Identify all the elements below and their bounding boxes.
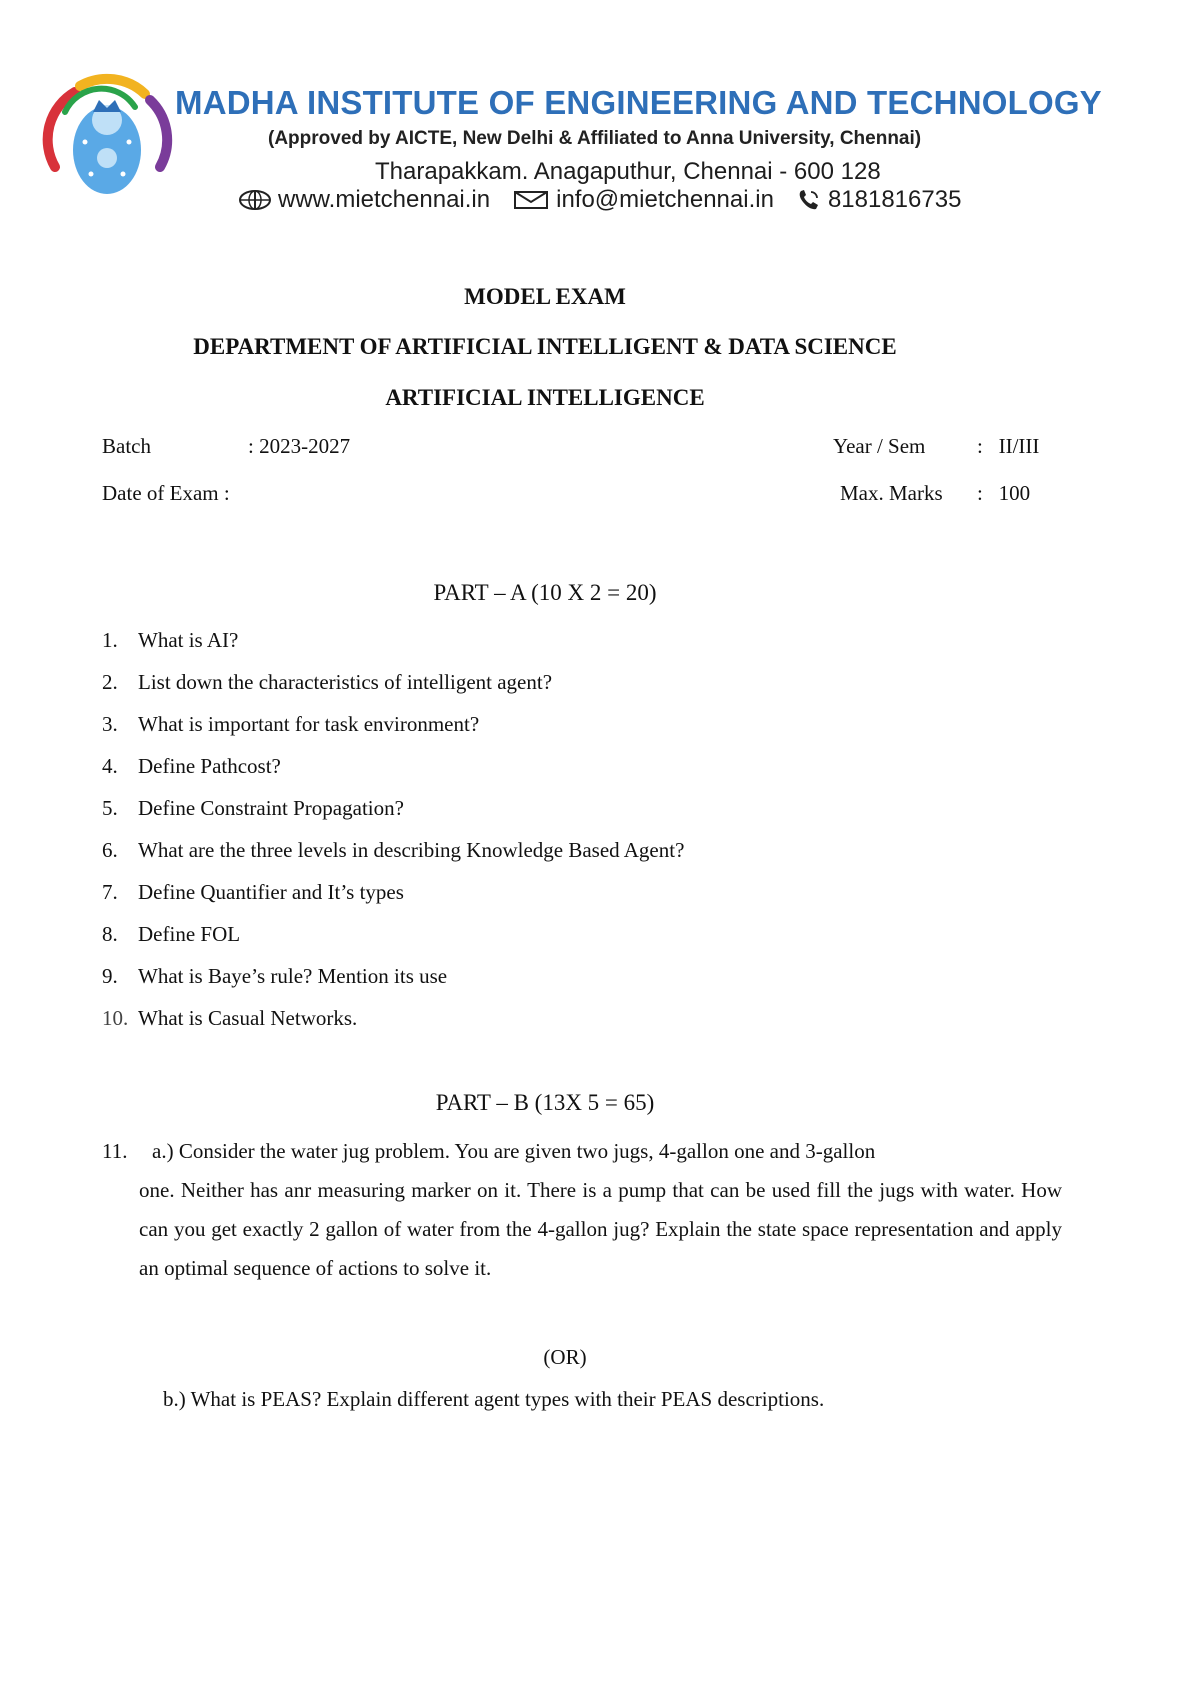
- question-item: [102, 1006, 357, 1031]
- question-item: [102, 754, 281, 779]
- question-number: 9.: [102, 964, 118, 988]
- letterhead: [30, 70, 1130, 220]
- question-text: Define Pathcost?: [138, 754, 281, 778]
- logo-emblem: [35, 72, 175, 202]
- question-number: 1.: [102, 628, 118, 652]
- question-11a-continued: one. Neither has anr measuring marker on it. There is a pump that can be used fill the jugs with water. How can you get exactly 2 gallon of water from the 4-gallon jug? Explain the state space representation and apply an optimal sequence of actions to solve it.: [139, 1178, 1062, 1280]
- question-text: What is AI?: [138, 628, 239, 652]
- question-item: [102, 628, 238, 653]
- question-item: [102, 922, 240, 947]
- question-item: [102, 964, 447, 989]
- question-11: [102, 1132, 1062, 1288]
- phone-icon: [796, 188, 822, 212]
- year-sem-label: Year / Sem: [833, 434, 926, 458]
- date-of-exam-label: Date of Exam :: [102, 481, 230, 505]
- email-text: info@mietchennai.in: [556, 186, 774, 213]
- question-number: 7.: [102, 880, 118, 904]
- part-b-heading: PART – B (13X 5 = 65): [435, 1090, 655, 1115]
- question-number: 3.: [102, 712, 118, 736]
- subject-heading: ARTIFICIAL INTELLIGENCE: [385, 385, 705, 410]
- phone-text: 8181816735: [827, 186, 962, 213]
- max-marks-label: Max. Marks: [840, 481, 943, 505]
- question-number: 2.: [102, 670, 118, 694]
- question-11a-first-line: a.) Consider the water jug problem. You are given two jugs, 4-gallon one and 3-gallon: [152, 1139, 876, 1163]
- website-contact[interactable]: [238, 186, 490, 214]
- question-text: Define Quantifier and It’s types: [138, 880, 404, 904]
- question-text: What are the three levels in describing Knowledge Based Agent?: [138, 838, 685, 862]
- email-contact[interactable]: [512, 186, 774, 214]
- institute-name: MADHA INSTITUTE OF ENGINEERING AND TECHNOLOGY: [175, 84, 1102, 121]
- question-item: [102, 880, 404, 905]
- question-item: [102, 838, 684, 863]
- question-text: What is important for task environment?: [138, 712, 480, 736]
- batch-value: : 2023-2027: [248, 434, 351, 458]
- question-item: [102, 670, 552, 695]
- question-number: 4.: [102, 754, 118, 778]
- question-number: 5.: [102, 796, 118, 820]
- question-number: 11.: [102, 1139, 128, 1163]
- question-text: What is Baye’s rule? Mention its use: [138, 964, 448, 988]
- approval-line: (Approved by AICTE, New Delhi & Affiliated to Anna University, Chennai): [268, 128, 922, 149]
- phone-contact[interactable]: [796, 186, 961, 214]
- question-item: [102, 712, 479, 737]
- question-number: 6.: [102, 838, 118, 862]
- question-text: What is Casual Networks.: [138, 1006, 358, 1030]
- question-text: Define FOL: [138, 922, 241, 946]
- website-text: www.mietchennai.in: [278, 186, 491, 213]
- max-marks-value: : 100: [977, 481, 1031, 505]
- question-number: 8.: [102, 922, 118, 946]
- part-a-heading: PART – A (10 X 2 = 20): [433, 580, 657, 605]
- department-heading: DEPARTMENT OF ARTIFICIAL INTELLIGENT & DATA SCIENCE: [193, 334, 897, 359]
- or-separator: (OR): [543, 1345, 587, 1369]
- institute-address: Tharapakkam. Anagaputhur, Chennai - 600 128: [375, 158, 881, 185]
- globe-icon: [238, 189, 272, 211]
- question-number: 10.: [102, 1006, 129, 1030]
- question-11-first-line: [102, 1132, 1062, 1171]
- exam-title: MODEL EXAM: [464, 284, 626, 309]
- contact-row: [238, 186, 983, 214]
- question-text: Define Constraint Propagation?: [138, 796, 404, 820]
- year-sem-value: : II/III: [977, 434, 1040, 458]
- batch-label: Batch: [102, 434, 151, 458]
- mail-icon: [512, 189, 550, 211]
- question-text: List down the characteristics of intelligent agent?: [138, 670, 553, 694]
- question-item: [102, 796, 404, 821]
- question-11b: b.) What is PEAS? Explain different agent types with their PEAS descriptions.: [163, 1387, 825, 1411]
